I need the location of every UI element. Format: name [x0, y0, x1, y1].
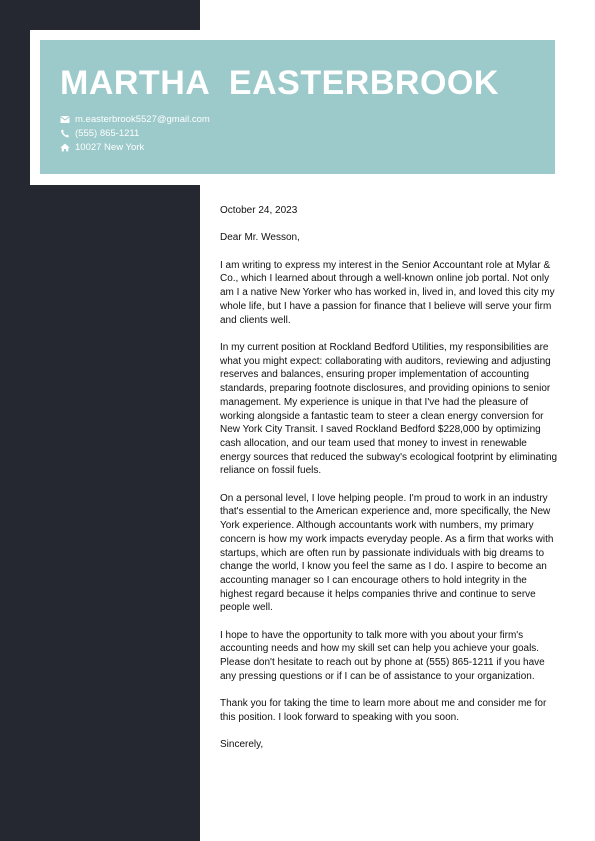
home-icon: [60, 143, 70, 152]
letter-body: [220, 204, 560, 766]
letter-paragraph: Thank you for taking the time to learn more about me and consider me for this position. I look forward to speaking with you soon.: [220, 698, 547, 723]
letter-closing: Sincerely,: [220, 739, 264, 751]
phone-icon: [60, 129, 70, 138]
contact-location-row: [60, 141, 210, 155]
contact-email-row: [60, 113, 210, 127]
envelope-icon: [60, 115, 70, 124]
letter-date: October 24, 2023: [220, 205, 298, 216]
letter-paragraph: In my current position at Rockland Bedford Utilities, my responsibilities are what you might expect: collaborating with auditors, reviewing and adjusting reserves and balances, ensuring proper implementation of accounting standards, preparing footnote disclosures, and providing opinions to senior management. My experience is unique in that I've had the pleasure of working alongside a fantastic team to steer a clean energy conversion for New York City Transit. I saved Rockland Bedford $228,000 by optimizing cash allocation, and our team used that money to invest in renewable energy sources that reduced the subway's ecological footprint by eliminating reliance on fossil fuels.: [220, 341, 558, 477]
contact-phone[interactable]: (555) 865-1211: [75, 128, 140, 140]
letter-paragraph: I am writing to express my interest in the Senior Accountant role at Mylar & Co., which I learned about through a well-known online job portal. Not only am I a native New Yorker who has worked in, lived in, and loved this city my whole life, but I have a passion for finance that I believe will serve your firm and clients well.: [220, 259, 555, 326]
applicant-name: MARTHA EASTERBROOK: [60, 64, 499, 102]
letter-paragraph: On a personal level, I love helping people. I'm proud to work in an industry that's essential to the American experience and, more specifically, the New York experience. Although accountants work with numbers, my primary concern is how my work impacts everyday people. As a firm that works with startups, which are often run by passionate individuals with big dreams to change the world, I know you feel the same as I do. I aspire to become an accounting manager so I can encourage others to hold integrity in the highest regard because it helps companies thrive and continue to serve people well.: [220, 492, 554, 614]
contact-email[interactable]: m.easterbrook5527@gmail.com: [75, 114, 210, 126]
contact-location: 10027 New York: [75, 141, 145, 153]
contact-info: [60, 113, 210, 154]
letter-salutation: Dear Mr. Wesson,: [220, 232, 300, 244]
letter-paragraph: I hope to have the opportunity to talk more with you about your firm's accounting needs and how my skill set can help you achieve your goals. Please don't hesitate to reach out by phone at (555) 865-1211 if you have any pressing questions or if I can be of assistance to your organization.: [220, 629, 545, 682]
contact-phone-row: [60, 127, 210, 141]
